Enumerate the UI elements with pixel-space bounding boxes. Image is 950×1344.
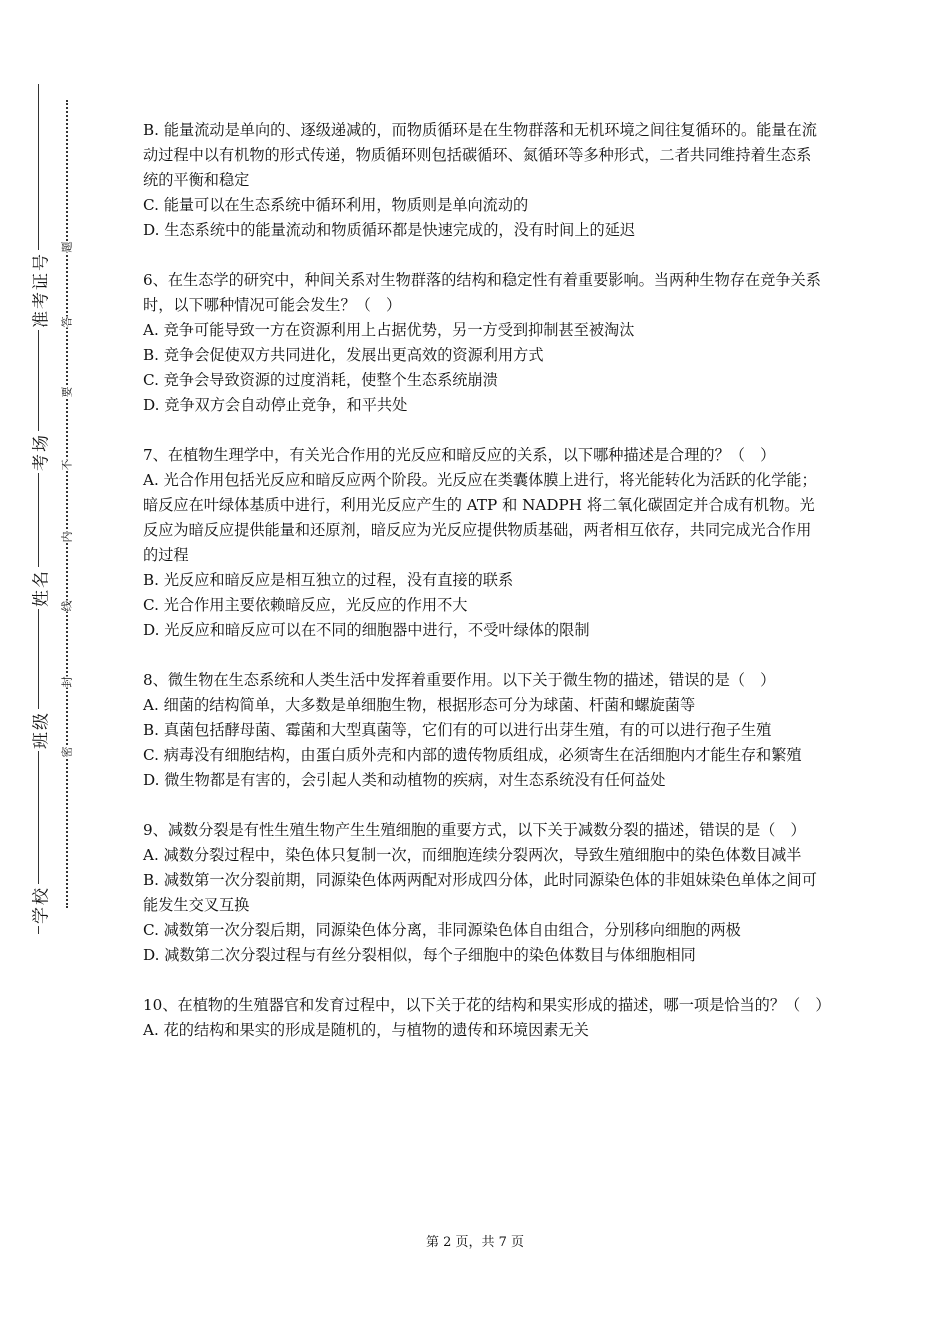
question-stem: 9、减数分裂是有性生殖生物产生生殖细胞的重要方式，以下关于减数分裂的描述，错误的是（ ） [143,821,806,839]
option-c: C. 竞争会导致资源的过度消耗，使整个生态系统崩溃 [143,371,498,389]
question-stem: 7、在植物生理学中，有关光合作用的光反应和暗反应的关系，以下哪种描述是合理的？（ ） [143,446,776,464]
option-d: D. 微生物都是有害的，会引起人类和动植物的疾病，对生态系统没有任何益处 [143,771,666,789]
question-list [143,118,831,1068]
option-c: C. 光合作用主要依赖暗反应，光反应的作用不大 [143,596,468,614]
question-7 [143,443,823,643]
option-a: A. 竞争可能导致一方在资源利用上占据优势，另一方受到抑制甚至被淘汰 [143,321,635,339]
option-d: D. 减数第二次分裂过程与有丝分裂相似，每个子细胞中的染色体数目与体细胞相同 [143,946,696,964]
option-b: B. 真菌包括酵母菌、霉菌和大型真菌等，它们有的可以进行出芽生殖，有的可以进行孢子生殖 [143,721,772,739]
page-footer: 第 2 页，共 7 页 [425,1235,525,1250]
option-b: B. 竞争会促使双方共同进化，发展出更高效的资源利用方式 [143,346,544,364]
option-c: C. 减数第一次分裂后期，同源染色体分离，非同源染色体自由组合，分别移向细胞的两极 [143,921,741,939]
option-c: C. 能量可以在生态系统中循环利用，物质则是单向流动的 [143,196,529,214]
binding-line [38,84,39,934]
question-6 [143,268,823,418]
option-a: A. 光合作用包括光反应和暗反应两个阶段。光反应在类囊体膜上进行，将光能转化为活跃的化学能；暗反应在叶绿体基质中进行，利用光反应产生的 ATP 和 NADPH 将二氧化碳固定并合成有机物。光反应为暗反应提供能量和还原剂，暗反应为光反应提供物质基础，两者相互依存，共同完成光合作用的过程 [143,471,817,564]
option-d: D. 竞争双方会自动停止竞争，和平共处 [143,396,408,414]
option-b: B. 光反应和暗反应是相互独立的过程，没有直接的联系 [143,571,514,589]
question-8 [143,668,823,793]
question-stem: 6、在生态学的研究中，种间关系对生物群落的结构和稳定性有着重要影响。当两种生物存在竞争关系时，以下哪种情况可能会发生？（ ） [143,271,821,314]
question-5-continued [143,118,823,243]
question-stem: 8、微生物在生态系统和人类生活中发挥着重要作用。以下关于微生物的描述，错误的是（ ） [143,671,776,689]
question-9 [143,818,823,968]
option-a: A. 细菌的结构简单，大多数是单细胞生物，根据形态可分为球菌、杆菌和螺旋菌等 [143,696,696,714]
seal-dotted-line [66,100,68,908]
option-c: C. 病毒没有细胞结构，由蛋白质外壳和内部的遗传物质组成，必须寄生在活细胞内才能生存和繁殖 [143,746,802,764]
option-d: D. 光反应和暗反应可以在不同的细胞器中进行，不受叶绿体的限制 [143,621,590,639]
question-stem: 10、在植物的生殖器官和发育过程中，以下关于花的结构和果实形成的描述，哪一项是恰当的？（ ） [143,996,831,1014]
option-d: D. 生态系统中的能量流动和物质循环都是快速完成的，没有时间上的延迟 [143,221,636,239]
option-a: A. 花的结构和果实的形成是随机的，与植物的遗传和环境因素无关 [143,1021,589,1039]
option-b: B. 能量流动是单向的、逐级递减的，而物质循环是在生物群落和无机环境之间往复循环的。能量在流动过程中以有机物的形式传递，物质循环则包括碳循环、氮循环等多种形式，二者共同维持着生态系统的平衡和稳定 [143,121,817,189]
option-a: A. 减数分裂过程中，染色体只复制一次，而细胞连续分裂两次，导致生殖细胞中的染色体数目减半 [143,846,802,864]
option-b: B. 减数第一次分裂前期，同源染色体两两配对形成四分体，此时同源染色体的非姐妹染色单体之间可能发生交叉互换 [143,871,817,914]
question-10 [143,993,831,1043]
